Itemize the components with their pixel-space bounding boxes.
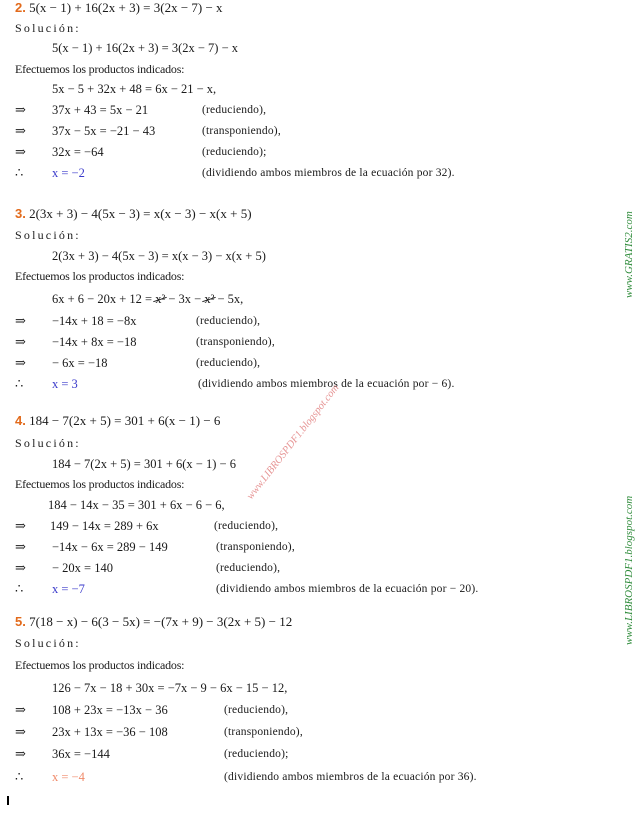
step-equation: 149 − 14x = 289 + 6x: [50, 519, 159, 533]
implies-symbol: ⇒: [15, 313, 26, 328]
therefore-symbol: ∴: [15, 769, 24, 784]
step-row: [0, 103, 638, 117]
implies-symbol: ⇒: [15, 746, 26, 761]
step-note: (reduciendo);: [202, 146, 267, 158]
step-row: [0, 747, 638, 761]
step-note: (reduciendo),: [214, 520, 279, 532]
expanded-equation: 184 − 14x − 35 = 301 + 6x − 6 − 6,: [48, 498, 225, 512]
step-equation: −14x − 6x = 289 − 149: [52, 540, 168, 554]
step-row: [0, 561, 638, 575]
step-note: (transponiendo),: [202, 125, 281, 137]
step-row: [0, 335, 638, 349]
step-note: (reduciendo),: [202, 104, 267, 116]
text-cursor: [7, 796, 9, 805]
intro-text: Efectuemos los productos indicados:: [15, 477, 185, 491]
expanded-equation: 5x − 5 + 32x + 48 = 6x − 21 − x,: [52, 82, 217, 96]
implies-symbol: ⇒: [15, 702, 26, 717]
step-row: [0, 703, 638, 717]
problem-4-heading: [15, 414, 220, 428]
implies-symbol: ⇒: [15, 724, 26, 739]
step-row: [0, 145, 638, 159]
step-note: (reduciendo),: [196, 357, 261, 369]
step-note: (reduciendo),: [224, 704, 289, 716]
answer: x = −2: [52, 166, 85, 180]
step-row: [0, 540, 638, 554]
expanded-part: − 5x,: [217, 292, 244, 306]
intro-text: Efectuemos los productos indicados:: [15, 62, 185, 76]
expanded-part: 6x + 6 − 20x + 12 =: [52, 292, 153, 306]
step-note: (reduciendo),: [216, 562, 281, 574]
step-note: (transponiendo),: [196, 336, 275, 348]
problem-number: 2.: [15, 0, 26, 15]
solution-label: Solución:: [15, 228, 81, 242]
expanded-equation: 126 − 7x − 18 + 30x = −7x − 9 − 6x − 15 − 12,: [52, 681, 288, 695]
restated-equation: 2(3x + 3) − 4(5x − 3) = x(x − 3) − x(x + 5): [52, 249, 266, 263]
intro-text: Efectuemos los productos indicados:: [15, 269, 185, 283]
step-equation: − 6x = −18: [52, 356, 108, 370]
answer-note: (dividiendo ambos miembros de la ecuación por 36).: [224, 771, 477, 783]
implies-symbol: ⇒: [15, 102, 26, 117]
answer-row: [0, 582, 638, 596]
step-equation: −14x + 8x = −18: [52, 335, 137, 349]
problem-3-heading: [15, 207, 252, 221]
implies-symbol: ⇒: [15, 518, 26, 533]
step-equation: 32x = −64: [52, 145, 104, 159]
implies-symbol: ⇒: [15, 334, 26, 349]
step-equation: 36x = −144: [52, 747, 110, 761]
therefore-symbol: ∴: [15, 165, 24, 180]
step-equation: 37x + 43 = 5x − 21: [52, 103, 149, 117]
therefore-symbol: ∴: [15, 376, 24, 391]
step-equation: 108 + 23x = −13x − 36: [52, 703, 168, 717]
problem-statement: 184 − 7(2x + 5) = 301 + 6(x − 1) − 6: [29, 413, 221, 428]
implies-symbol: ⇒: [15, 144, 26, 159]
step-note: (transponiendo),: [216, 541, 295, 553]
step-note: (transponiendo),: [224, 726, 303, 738]
therefore-symbol: ∴: [15, 581, 24, 596]
answer-note: (dividiendo ambos miembros de la ecuación por − 6).: [198, 378, 455, 390]
restated-equation: 184 − 7(2x + 5) = 301 + 6(x − 1) − 6: [52, 457, 236, 471]
problem-statement: 2(3x + 3) − 4(5x − 3) = x(x − 3) − x(x + 5): [29, 206, 252, 221]
problem-number: 4.: [15, 413, 26, 428]
restated-equation: 5(x − 1) + 16(2x + 3) = 3(2x − 7) − x: [52, 41, 239, 55]
step-row: [0, 124, 638, 138]
step-equation: 37x − 5x = −21 − 43: [52, 124, 156, 138]
watermark-diagonal: www.LIBROSPDF1.blogspot.com: [245, 382, 342, 502]
problem-number: 5.: [15, 614, 26, 629]
answer-note: (dividiendo ambos miembros de la ecuación por 32).: [202, 167, 455, 179]
step-equation: −14x + 18 = −8x: [52, 314, 137, 328]
step-row: [0, 519, 638, 533]
answer: x = −7: [52, 582, 85, 596]
implies-symbol: ⇒: [15, 355, 26, 370]
watermark-librospdf: www.LIBROSPDF1.blogspot.com: [623, 495, 635, 645]
intro-text: Efectuemos los productos indicados:: [15, 658, 185, 672]
step-note: (reduciendo);: [224, 748, 289, 760]
problem-5-heading: [15, 615, 292, 629]
step-row: [0, 725, 638, 739]
expanded-part: − 3x −: [168, 292, 202, 306]
solution-label: Solución:: [15, 636, 81, 650]
step-row: [0, 314, 638, 328]
implies-symbol: ⇒: [15, 123, 26, 138]
answer-row: [0, 377, 638, 391]
problem-statement: 5(x − 1) + 16(2x + 3) = 3(2x − 7) − x: [29, 0, 223, 15]
answer: x = 3: [52, 377, 78, 391]
problem-number: 3.: [15, 206, 26, 221]
answer-row: [0, 166, 638, 180]
answer-note: (dividiendo ambos miembros de la ecuación por − 20).: [216, 583, 479, 595]
implies-symbol: ⇒: [15, 560, 26, 575]
answer-row: [0, 770, 638, 784]
step-note: (reduciendo),: [196, 315, 261, 327]
solution-label: Solución:: [15, 21, 81, 35]
expanded-equation: [52, 292, 243, 306]
implies-symbol: ⇒: [15, 539, 26, 554]
answer: x = −4: [52, 770, 85, 784]
cancelled-term: x²: [155, 292, 166, 306]
solution-label: Solución:: [15, 436, 81, 450]
watermark-gratis2: www.GRATIS2.com: [623, 211, 635, 298]
step-equation: − 20x = 140: [52, 561, 113, 575]
problem-2-heading: [15, 1, 223, 15]
step-row: [0, 356, 638, 370]
problem-statement: 7(18 − x) − 6(3 − 5x) = −(7x + 9) − 3(2x + 5) − 12: [29, 614, 293, 629]
step-equation: 23x + 13x = −36 − 108: [52, 725, 168, 739]
cancelled-term: x²: [204, 292, 215, 306]
